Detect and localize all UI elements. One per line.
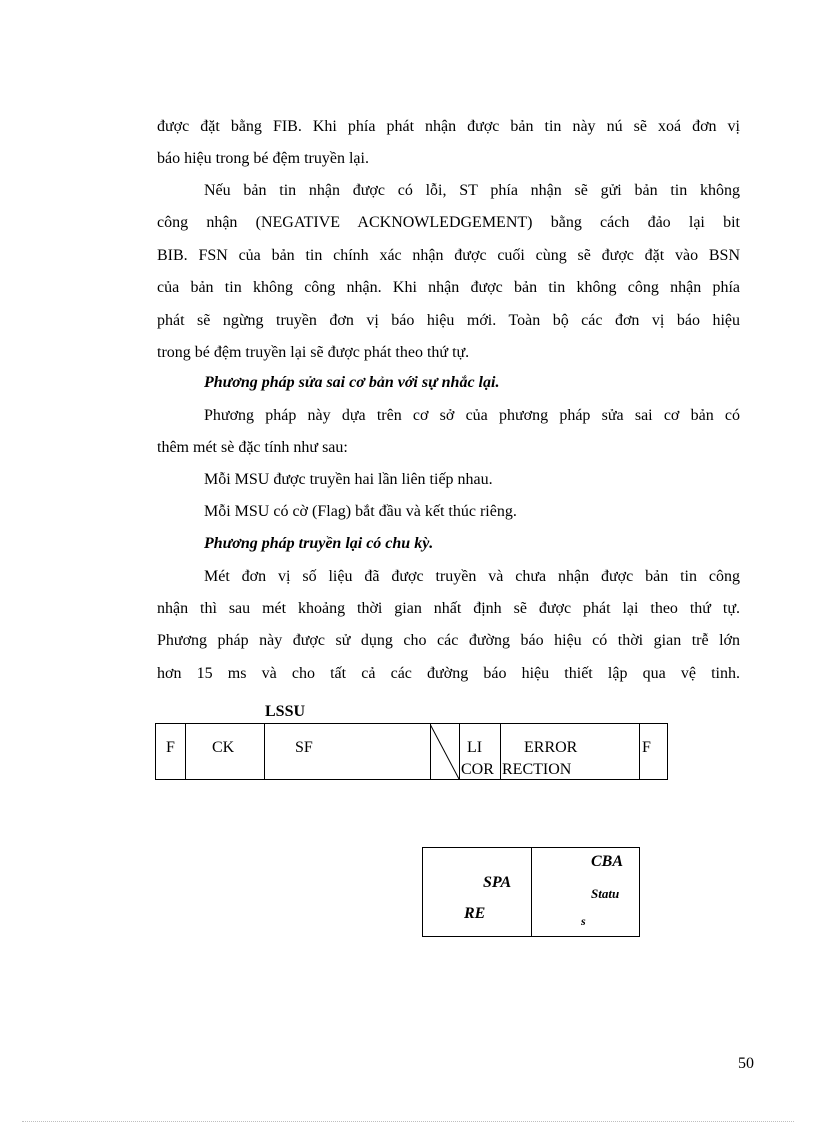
- body-text-line: thêm mét sè đặc tính như sau:: [157, 439, 348, 456]
- lssu-frame-diagram: [155, 723, 668, 780]
- body-text-line: công nhận (NEGATIVE ACKNOWLEDGEMENT) bằng cách đảo lại bit: [157, 214, 740, 231]
- field-li: LI: [467, 739, 483, 756]
- page-border-dotted: [22, 1121, 794, 1122]
- body-text-line: Nếu bản tin nhận được có lỗi, ST phía nhận sẽ gửi bản tin không: [204, 182, 740, 199]
- page-number: 50: [738, 1055, 754, 1072]
- frame-title: LSSU: [265, 703, 306, 720]
- frame-divider: [639, 724, 640, 779]
- field-flag-left: F: [166, 739, 175, 756]
- body-text-line: Mét đơn vị số liệu đã được truyền và chưa nhận được bản tin công: [204, 568, 740, 585]
- body-text-line: hơn 15 ms và cho tất cả các đường báo hiệu thiết lập qua vệ tinh.: [157, 665, 740, 682]
- frame-divider: [459, 724, 460, 779]
- body-text-line: Mỗi MSU có cờ (Flag) bắt đầu và kết thúc riêng.: [204, 503, 517, 520]
- body-text-line: Phương pháp này dựa trên cơ sở của phương pháp sửa sai cơ bản có: [204, 407, 740, 424]
- body-text-line: nhận thì sau mét khoảng thời gian nhất định sẽ được phát lại theo thứ tự.: [157, 600, 740, 617]
- body-text-line: Mỗi MSU được truyền hai lần liên tiếp nhau.: [204, 471, 493, 488]
- label-s: s: [581, 914, 586, 928]
- field-flag-right: F: [642, 739, 651, 756]
- status-field-diagram: [422, 847, 640, 937]
- label-statu: Statu: [591, 886, 620, 901]
- field-error: ERROR: [524, 739, 578, 756]
- frame-divider: [264, 724, 265, 779]
- frame-break-slash: [430, 724, 460, 779]
- frame-divider: [185, 724, 186, 779]
- body-text-line: BIB. FSN của bản tin chính xác nhận được cuối cùng sẽ được đặt vào BSN: [157, 247, 740, 264]
- section-heading: Phương pháp sửa sai cơ bản với sự nhắc lại.: [204, 374, 500, 391]
- label-re: RE: [464, 905, 486, 922]
- field-ck: CK: [212, 739, 235, 756]
- body-text-line: Phương pháp này được sử dụng cho các đường báo hiệu có thời gian trễ lớn: [157, 632, 740, 649]
- field-sf: SF: [295, 739, 313, 756]
- label-cba: CBA: [591, 853, 624, 870]
- body-text-line: của bản tin không công nhận. Khi nhận được bản tin không công nhận phía: [157, 279, 740, 296]
- body-text-line: báo hiệu trong bé đệm truyền lại.: [157, 150, 369, 167]
- body-text-line: trong bé đệm truyền lại sẽ được phát theo thứ tự.: [157, 344, 470, 361]
- field-cor: COR: [461, 761, 494, 778]
- label-spa: SPA: [483, 874, 512, 891]
- body-text-line: được đặt bằng FIB. Khi phía phát nhận được bản tin này nú sẽ xoá đơn vị: [157, 118, 740, 135]
- frame-divider: [500, 724, 501, 779]
- box-divider: [531, 848, 532, 936]
- body-text-line: phát sẽ ngừng truyền đơn vị báo hiệu mới. Toàn bộ các đơn vị báo hiệu: [157, 312, 740, 329]
- section-heading: Phương pháp truyền lại có chu kỳ.: [204, 535, 434, 552]
- field-rection: RECTION: [502, 761, 572, 778]
